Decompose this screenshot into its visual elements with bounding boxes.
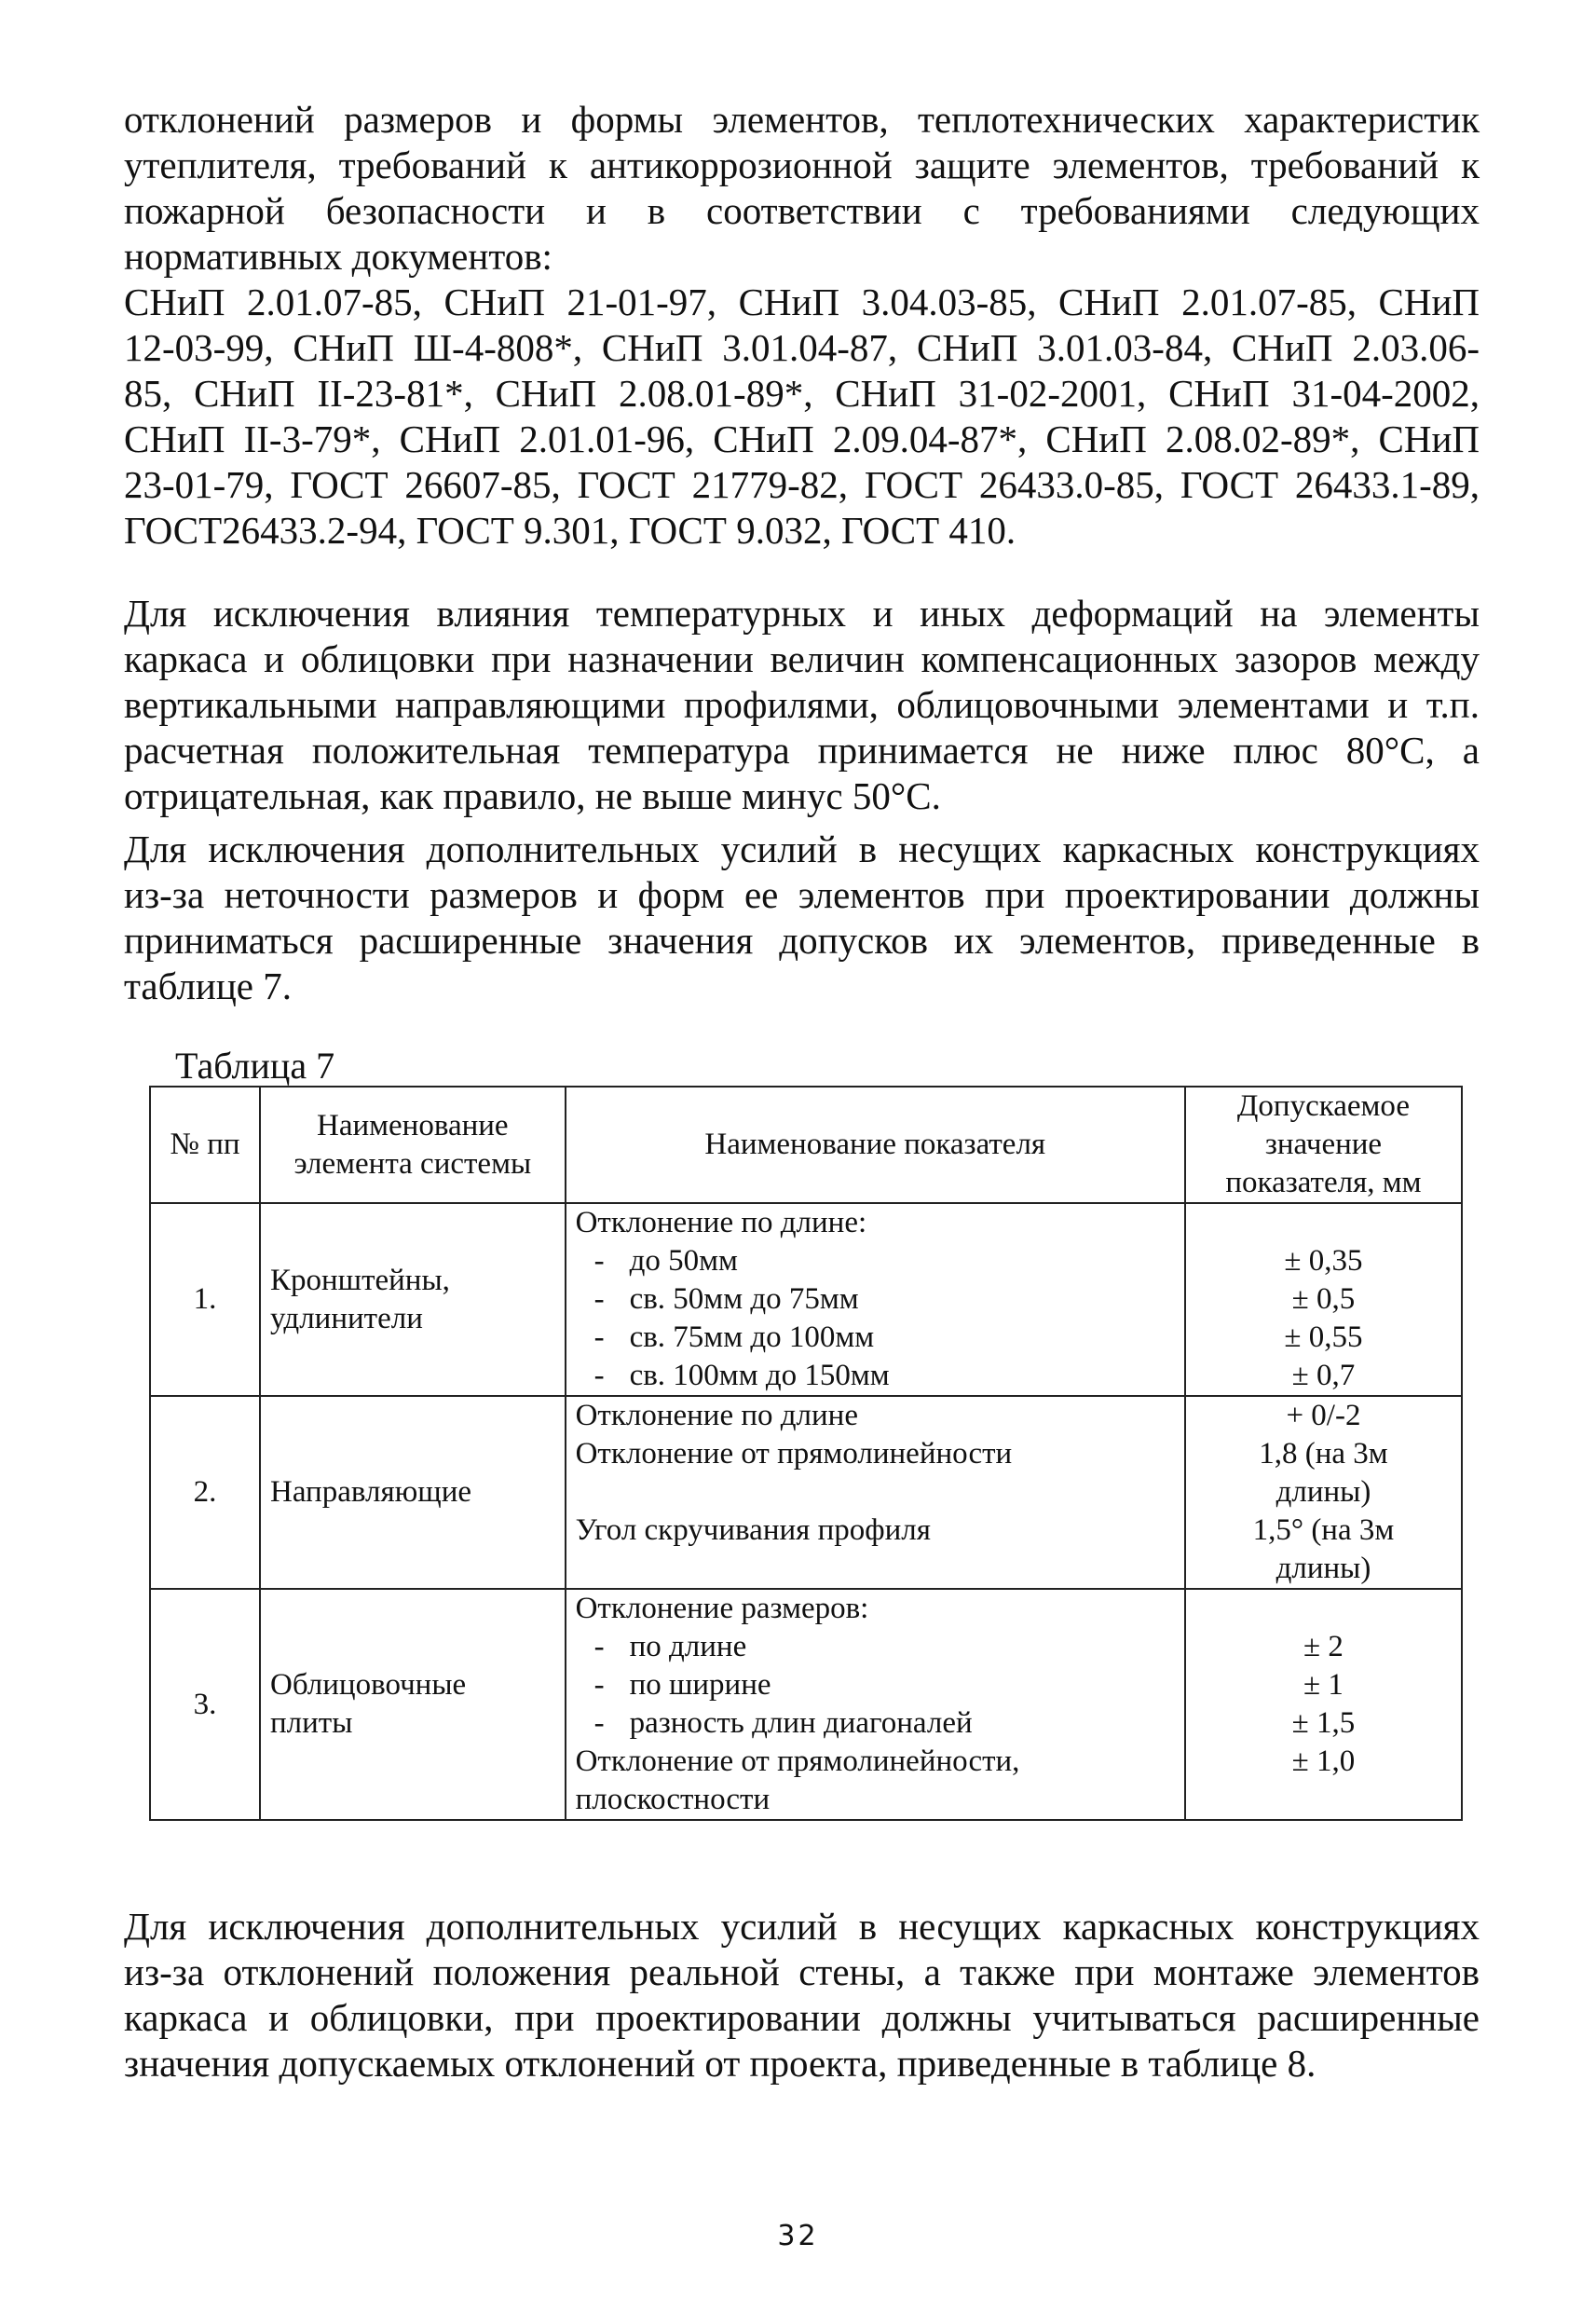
text-line: Для исключения дополнительных усилий в несущих каркасных конструкциях (124, 1905, 1480, 1948)
value-line: ± 2 (1303, 1630, 1344, 1663)
element-name: Направляющие (260, 1396, 566, 1589)
table-header-row (150, 1087, 1462, 1203)
text-line: 85, СНиП II-23-81*, СНиП 2.08.01-89*, СНиП 31-02-2001, СНиП 31-04-2002, (124, 372, 1480, 415)
value-line: длины) (1275, 1552, 1371, 1585)
indicator-line: Отклонение по длине (575, 1399, 858, 1432)
text-line: нормативных документов: (124, 235, 552, 278)
indicator-line: - по длине (576, 1628, 1175, 1666)
text-line: ГОСТ26433.2-94, ГОСТ 9.301, ГОСТ 9.032, ГОСТ 410. (124, 509, 1016, 552)
indicator-cell (566, 1589, 1185, 1820)
indicator-cell (566, 1396, 1185, 1589)
text-line: СНиП II-3-79*, СНиП 2.01.01-96, СНиП 2.09.04-87*, СНиП 2.08.02-89*, СНиП (124, 417, 1480, 460)
text-line: приниматься расширенные значения допусков их элементов, приведенные в (124, 919, 1480, 962)
text-line: расчетная положительная температура принимается не ниже плюс 80°С, а (124, 729, 1480, 772)
indicator-line: Угол скручивания профиля (575, 1513, 931, 1547)
indicator-line: - до 50мм (576, 1242, 1175, 1280)
value-cell (1185, 1589, 1462, 1820)
text-line: каркаса и облицовки, при проектировании должны учитываться расширенные (124, 1996, 1480, 2039)
indicator-line: Отклонение от прямолинейности, (575, 1744, 1020, 1778)
text-line: вертикальными направляющими профилями, облицовочными элементами и т.п. (124, 683, 1480, 726)
value-line: 1,8 (на 3м (1259, 1437, 1388, 1471)
header-num: № пп (150, 1087, 260, 1203)
value-line: + 0/-2 (1286, 1399, 1361, 1432)
paragraph-temperature (124, 591, 1480, 819)
row-number: 1. (150, 1203, 260, 1396)
page-number: 32 (777, 2220, 819, 2252)
indicator-line (576, 1473, 1175, 1512)
text-line: утеплителя, требований к антикоррозионной защите элементов, требований к (124, 144, 1480, 186)
header-indicator: Наименование показателя (566, 1087, 1185, 1203)
value-line: ± 0,35 (1284, 1244, 1363, 1278)
tolerance-table (149, 1086, 1463, 1821)
text-line: значения допускаемых отклонений от проекта, приведенные в таблице 8. (124, 2042, 1316, 2085)
row-number: 3. (150, 1589, 260, 1820)
value-line: ± 0,5 (1291, 1282, 1356, 1316)
element-name: Кронштейны, удлинители (260, 1203, 566, 1396)
value-line: ± 1,5 (1291, 1706, 1356, 1740)
value-cell (1185, 1396, 1462, 1589)
text-line: из-за неточности размеров и форм ее элементов при проектировании должны (124, 873, 1480, 916)
table-row (150, 1203, 1462, 1396)
indicator-line: Отклонение размеров: (575, 1592, 869, 1625)
header-element: Наименование элемента системы (260, 1087, 566, 1203)
indicator-line: - разность длин диагоналей (576, 1704, 1175, 1743)
value-line: 1,5° (на 3м (1252, 1513, 1395, 1547)
value-line: длины) (1275, 1475, 1371, 1509)
row-number: 2. (150, 1396, 260, 1589)
indicator-line: - по ширине (576, 1666, 1175, 1704)
indicator-line: плоскостности (575, 1783, 771, 1816)
value-line: ± 1 (1303, 1668, 1344, 1702)
header-value: Допускаемое значение показателя, мм (1185, 1087, 1462, 1203)
table-caption: Таблица 7 (175, 1045, 335, 1087)
element-name: Облицовочные плиты (260, 1589, 566, 1820)
text-line: отклонений размеров и формы элементов, теплотехнических характеристик (124, 98, 1480, 141)
text-line: таблице 7. (124, 964, 292, 1007)
value-line (1195, 1204, 1452, 1242)
value-line: ± 0,55 (1284, 1320, 1363, 1354)
text-line: из-за отклонений положения реальной стены, а также при монтаже элементов (124, 1950, 1480, 1993)
table-row (150, 1589, 1462, 1820)
indicator-line (576, 1550, 1175, 1588)
text-line: пожарной безопасности и в соответствии с требованиями следующих (124, 189, 1480, 232)
text-line: каркаса и облицовки при назначении величин компенсационных зазоров между (124, 637, 1480, 680)
indicator-line: - св. 50мм до 75мм (576, 1280, 1175, 1319)
paragraph-tolerances-intro (124, 827, 1480, 1009)
table-row (150, 1396, 1462, 1589)
value-line: ± 1,0 (1291, 1744, 1356, 1778)
text-line: отрицательная, как правило, не выше минус 50°С. (124, 774, 941, 817)
text-line: 12-03-99, СНиП Ш-4-808*, СНиП 3.01.04-87, СНиП 3.01.03-84, СНиП 2.03.06- (124, 326, 1480, 369)
text-line: Для исключения влияния температурных и иных деформаций на элементы (124, 592, 1480, 635)
paragraph-wall-deviation (124, 1904, 1480, 2086)
text-line: Для исключения дополнительных усилий в несущих каркасных конструкциях (124, 828, 1480, 870)
text-line: 23-01-79, ГОСТ 26607-85, ГОСТ 21779-82, ГОСТ 26433.0-85, ГОСТ 26433.1-89, (124, 463, 1480, 506)
paragraph-normative-docs (124, 97, 1480, 554)
text-line: СНиП 2.01.07-85, СНиП 21-01-97, СНиП 3.04.03-85, СНиП 2.01.07-85, СНиП (124, 280, 1480, 323)
value-line: ± 0,7 (1291, 1359, 1356, 1392)
value-cell (1185, 1203, 1462, 1396)
indicator-line: Отклонение от прямолинейности (575, 1437, 1013, 1471)
indicator-line: - св. 100мм до 150мм (576, 1357, 1175, 1395)
indicator-cell (566, 1203, 1185, 1396)
indicator-line: - св. 75мм до 100мм (576, 1319, 1175, 1357)
indicator-line: Отклонение по длине: (575, 1206, 867, 1239)
